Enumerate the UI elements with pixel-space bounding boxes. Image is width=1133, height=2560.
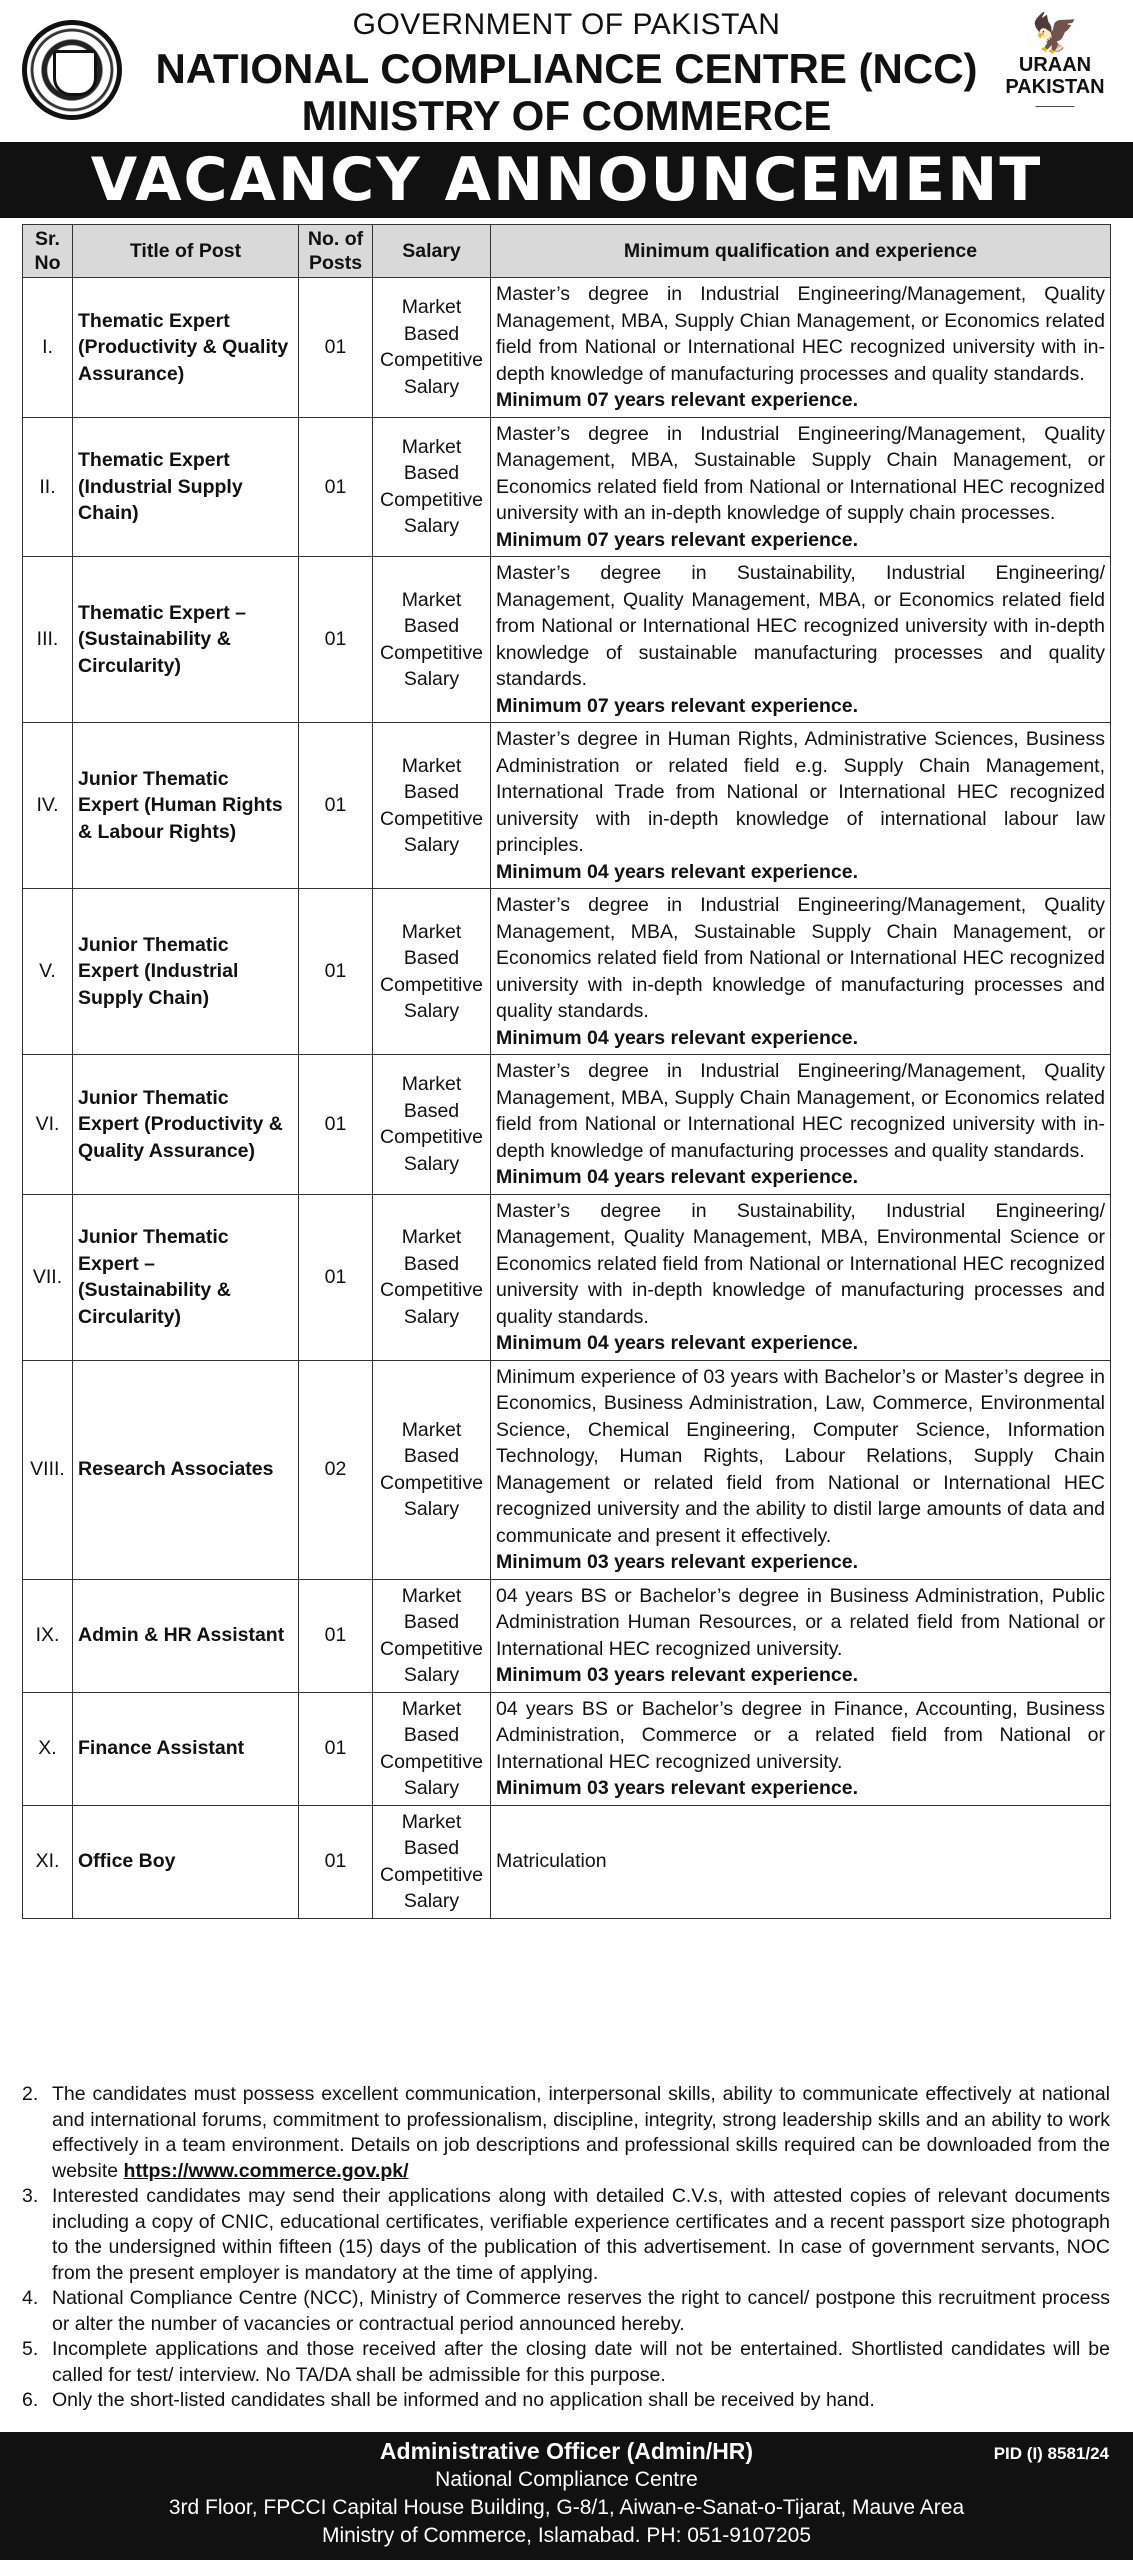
column-header-salary: Salary: [373, 225, 491, 278]
row-sr: IV.: [23, 723, 73, 889]
experience-requirement: Minimum 04 years relevant experience.: [496, 1166, 859, 1188]
note-text: National Compliance Centre (NCC), Ministry of Commerce reserves the right to cancel/ postpone this recruitment process or alter the number of vacancies or contractual period announced hereby.: [52, 2287, 1110, 2335]
row-sr: VIII.: [23, 1360, 73, 1579]
header-organization: NATIONAL COMPLIANCE CENTRE (NCC): [155, 45, 978, 92]
row-title: Junior Thematic Expert (Industrial Supply Chain): [73, 889, 299, 1055]
row-salary: Market Based Competitive Salary: [373, 1805, 491, 1918]
table-row: [23, 557, 1111, 723]
website-link[interactable]: https://www.commerce.gov.pk/: [123, 2159, 409, 2182]
table-row: [23, 723, 1111, 889]
row-qualification: [491, 278, 1111, 418]
row-salary: Market Based Competitive Salary: [373, 278, 491, 418]
row-title: Finance Assistant: [73, 1692, 299, 1805]
logo-urdu-tagline: ———: [1035, 98, 1075, 113]
row-posts: 01: [299, 723, 373, 889]
row-qualification: [491, 1360, 1111, 1579]
row-posts: 02: [299, 1360, 373, 1579]
footer-address: 3rd Floor, FPCCI Capital House Building, G-8/1, Aiwan-e-Sanat-o-Tijarat, Mauve Area: [168, 2496, 965, 2519]
column-header-title: Title of Post: [73, 225, 299, 278]
note-text-container: [52, 2388, 1110, 2414]
column-header-posts: No. of Posts: [299, 225, 373, 278]
row-sr: X.: [23, 1692, 73, 1805]
experience-requirement: Minimum 07 years relevant experience.: [496, 528, 859, 551]
table-row: [23, 1692, 1111, 1805]
header: [0, 0, 1133, 140]
header-government: GOVERNMENT OF PAKISTAN: [352, 8, 781, 41]
row-salary: Market Based Competitive Salary: [373, 723, 491, 889]
table-row: [23, 1055, 1111, 1195]
qualification-text: Master’s degree in Human Rights, Administrative Sciences, Business Administration or related field e.g. Supply Chain Management, International Trade from National or International HEC recognized university with in-depth knowledge of international labour law principles.: [496, 728, 1105, 856]
row-qualification: [491, 1805, 1111, 1918]
note-item: [22, 2082, 1110, 2184]
notes-list: [22, 2082, 1110, 2414]
table-row: [23, 417, 1111, 557]
qualification-text: Master’s degree in Sustainability, Industrial Engineering/ Management, Quality Management, MBA, Environmental Science or Economics related field from National or International HEC recognized university with in-depth knowledge of manufacturing processes and quality standards.: [496, 1199, 1105, 1328]
row-title: Junior Thematic Expert (Productivity & Quality Assurance): [73, 1055, 299, 1195]
row-sr: VI.: [23, 1055, 73, 1195]
row-salary: Market Based Competitive Salary: [373, 1055, 491, 1195]
row-qualification: [491, 1692, 1111, 1805]
qualification-text: 04 years BS or Bachelor’s degree in Business Administration, Public Administration Human Resources, or a related field from National or International HEC recognized university.: [496, 1584, 1105, 1660]
row-qualification: [491, 417, 1111, 557]
note-item: [22, 2337, 1110, 2388]
column-header-qualification: Minimum qualification and experience: [491, 225, 1111, 278]
logo-text: URAAN PAKISTAN: [1005, 54, 1105, 98]
qualification-text: Master’s degree in Industrial Engineering/Management, Quality Management, MBA, Sustainable Supply Chain Management, or Economics related field from National or International HEC recognized university with in-depth knowledge of manufacturing processes and quality standards.: [496, 894, 1105, 1022]
table-row: [23, 1579, 1111, 1692]
row-posts: 01: [299, 278, 373, 418]
uraan-pakistan-logo: [995, 14, 1115, 134]
row-qualification: [491, 1579, 1111, 1692]
row-salary: Market Based Competitive Salary: [373, 1579, 491, 1692]
row-salary: Market Based Competitive Salary: [373, 557, 491, 723]
row-salary: Market Based Competitive Salary: [373, 1692, 491, 1805]
vacancy-table: [22, 224, 1111, 1919]
table-row: [23, 1805, 1111, 1918]
row-sr: III.: [23, 557, 73, 723]
row-salary: Market Based Competitive Salary: [373, 417, 491, 557]
footer: [0, 2432, 1133, 2560]
note-text-container: [52, 2286, 1110, 2337]
footer-address-line2: Ministry of Commerce, Islamabad. PH: 051-9107205: [321, 2524, 812, 2547]
row-sr: I.: [23, 278, 73, 418]
note-item: [22, 2184, 1110, 2286]
qualification-text: Master’s degree in Industrial Engineering/Management, Quality Management, MBA, Supply Chian Management, or Economics related field from National or International HEC recognized university with in-depth knowledge of manufacturing processes and quality standards.: [496, 283, 1105, 385]
qualification-text: Minimum experience of 03 years with Bachelor’s or Master’s degree in Economics, Business Administration, Law, Commerce, Environmental Science, Chemical Engineering, Computer Science, Information Technology, Human Rights, Labour Relations, Supply Chain Management or related field from National or International HEC recognized university and the ability to distil large amounts of data and communicate and present it effectively.: [496, 1365, 1105, 1547]
qualification-text: Master’s degree in Industrial Engineering/Management, Quality Management, MBA, Sustainable Supply Chain Management, or Economics related field from National or International HEC recognized university with an in-depth knowledge of supply chain processes.: [496, 422, 1105, 524]
row-title: Junior Thematic Expert – (Sustainability & Circularity): [73, 1194, 299, 1360]
row-posts: 01: [299, 889, 373, 1055]
row-posts: 01: [299, 557, 373, 723]
bird-icon: 🦅: [1031, 13, 1079, 55]
experience-requirement: Minimum 07 years relevant experience.: [496, 694, 859, 717]
note-item: [22, 2286, 1110, 2337]
footer-officer-title: Administrative Officer (Admin/HR): [379, 2438, 754, 2464]
row-qualification: [491, 723, 1111, 889]
row-posts: 01: [299, 417, 373, 557]
pid-number: PID (I) 8581/24: [993, 2444, 1109, 2463]
row-title: Thematic Expert (Productivity & Quality Assurance): [73, 278, 299, 418]
row-posts: 01: [299, 1805, 373, 1918]
note-number: 4.: [22, 2287, 39, 2309]
row-title: Research Associates: [73, 1360, 299, 1579]
note-number: 5.: [22, 2338, 39, 2360]
row-title: Thematic Expert (Industrial Supply Chain): [73, 417, 299, 557]
note-number: 3.: [22, 2185, 39, 2207]
experience-requirement: Minimum 04 years relevant experience.: [496, 1026, 859, 1049]
row-sr: VII.: [23, 1194, 73, 1360]
row-qualification: [491, 1194, 1111, 1360]
note-text: Incomplete applications and those received after the closing date will not be entertained. Shortlisted candidates will be called for test/ interview. No TA/DA shall be admissible for this purpose.: [52, 2338, 1110, 2386]
row-qualification: [491, 889, 1111, 1055]
row-title: Thematic Expert – (Sustainability & Circularity): [73, 557, 299, 723]
experience-requirement: Minimum 07 years relevant experience.: [496, 389, 859, 411]
note-number: 6.: [22, 2389, 39, 2411]
note-text: Interested candidates may send their applications along with detailed C.V.s, with attested copies of relevant documents including a copy of CNIC, educational certificates, verifiable experience certificates and a recent passport size photograph to the undersigned within fifteen (15) days of the publication of this advertisement. In case of government servants, NOC from the present employer is mandatory at the time of applying.: [52, 2185, 1110, 2284]
note-text-container: [52, 2082, 1110, 2184]
table-row: [23, 1194, 1111, 1360]
table-row: [23, 278, 1111, 418]
row-qualification: [491, 1055, 1111, 1195]
row-salary: Market Based Competitive Salary: [373, 889, 491, 1055]
table-row: [23, 889, 1111, 1055]
vacancy-banner: VACANCY ANNOUNCEMENT: [0, 142, 1133, 218]
row-posts: 01: [299, 1692, 373, 1805]
column-header-sr: Sr. No: [23, 225, 73, 278]
note-text-container: [52, 2184, 1110, 2286]
row-title: Office Boy: [73, 1805, 299, 1918]
row-qualification: [491, 557, 1111, 723]
note-text-container: [52, 2337, 1110, 2388]
qualification-text: Master’s degree in Industrial Engineering/Management, Quality Management, MBA, Supply Chain Management, or Economics related field from National or International HEC recognized university with in-depth knowledge of manufacturing processes and quality standards.: [496, 1060, 1105, 1162]
footer-organization: National Compliance Centre: [435, 2468, 698, 2491]
row-title: Junior Thematic Expert (Human Rights & Labour Rights): [73, 723, 299, 889]
row-salary: Market Based Competitive Salary: [373, 1194, 491, 1360]
row-sr: XI.: [23, 1805, 73, 1918]
table-row: [23, 1360, 1111, 1579]
row-posts: 01: [299, 1579, 373, 1692]
row-sr: II.: [23, 417, 73, 557]
experience-requirement: Minimum 04 years relevant experience.: [496, 1332, 859, 1354]
experience-requirement: Minimum 03 years relevant experience.: [496, 1664, 859, 1686]
note-text: The candidates must possess excellent communication, interpersonal skills, ability to communicate effectively at national and international forums, commitment to professionalism, discipline, integrity, strong leadership skills and an ability to work effectively in a team environment. Details on job descriptions and professional skills required can be downloaded from the website: [52, 2083, 1110, 2182]
note-text: Only the short-listed candidates shall be informed and no application shall be received by hand.: [52, 2389, 875, 2411]
row-posts: 01: [299, 1194, 373, 1360]
qualification-text: 04 years BS or Bachelor’s degree in Finance, Accounting, Business Administration, Commerce or a related field from National or International HEC recognized university.: [496, 1697, 1105, 1773]
experience-requirement: Minimum 03 years relevant experience.: [496, 1551, 859, 1573]
qualification-text: Matriculation: [496, 1850, 607, 1873]
note-number: 2.: [22, 2083, 39, 2105]
table-header-row: [23, 225, 1111, 278]
row-posts: 01: [299, 1055, 373, 1195]
header-ministry: MINISTRY OF COMMERCE: [301, 92, 832, 139]
note-item: [22, 2388, 1110, 2414]
row-sr: V.: [23, 889, 73, 1055]
row-salary: Market Based Competitive Salary: [373, 1360, 491, 1579]
row-title: Admin & HR Assistant: [73, 1579, 299, 1692]
row-sr: IX.: [23, 1579, 73, 1692]
experience-requirement: Minimum 04 years relevant experience.: [496, 860, 859, 883]
experience-requirement: Minimum 03 years relevant experience.: [496, 1777, 859, 1799]
qualification-text: Master’s degree in Sustainability, Industrial Engineering/ Management, Quality Management, MBA, or Economics related field from National or International HEC recognized university with in-depth knowledge of sustainable manufacturing processes and quality standards.: [496, 562, 1105, 690]
